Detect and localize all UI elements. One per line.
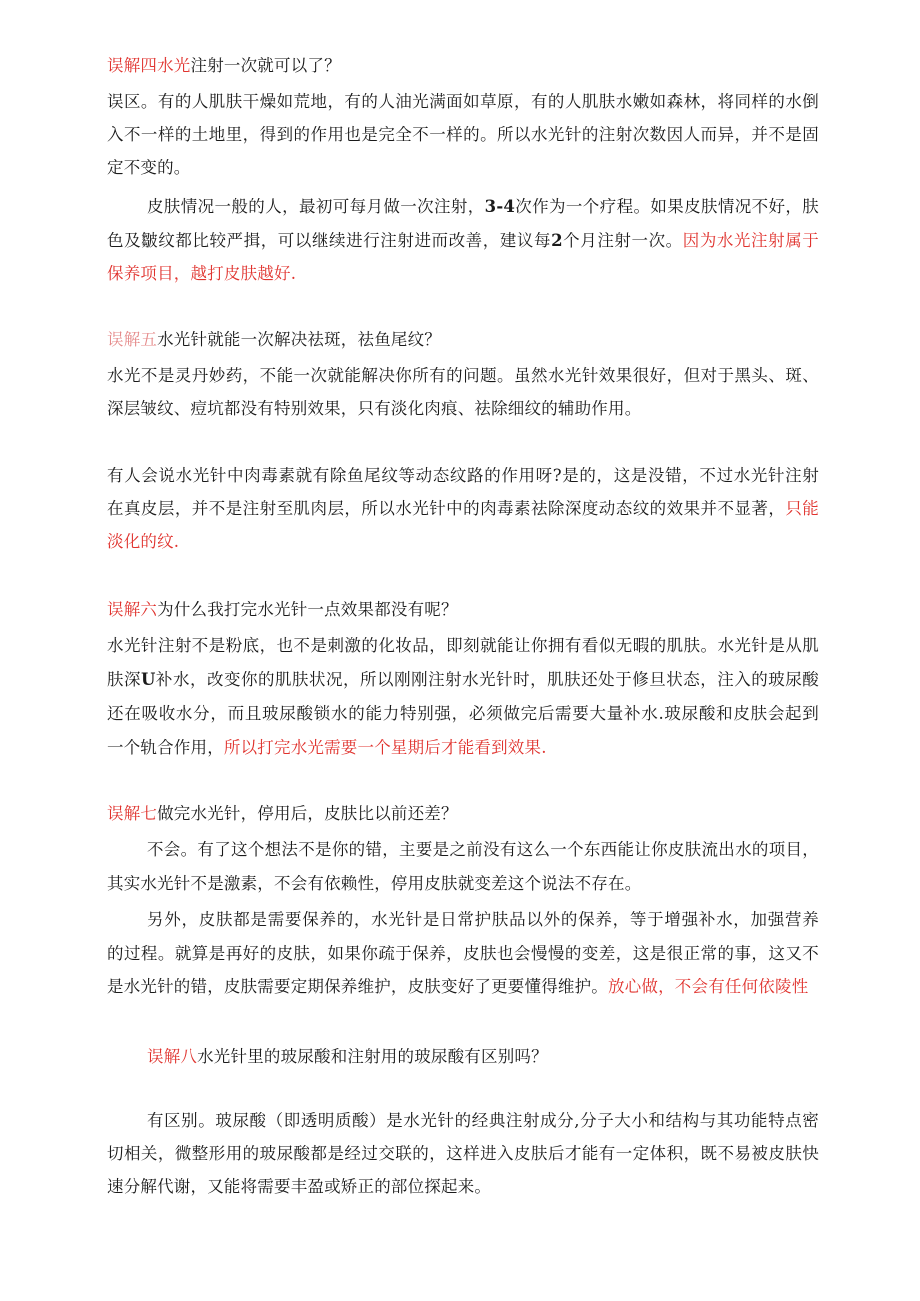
section-7-title: 做完水光针，停用后，皮肤比以前还差？: [157, 804, 458, 823]
s6-text: 一个轨合作用，: [107, 738, 224, 757]
s6-line-2: [107, 670, 819, 690]
s4-p2-line-3: 保养项目，越打皮肤越好.: [107, 264, 297, 283]
s4-p1-line-3: 定不变的。: [107, 158, 191, 177]
s6-text: 肤深: [107, 670, 142, 689]
section-5-title: 水光针就能一次解决祛斑，祛鱼尾纹？: [157, 330, 442, 349]
s8-p1-line-2: 切相关，微整形用的玻尿酸都是经过交联的，这样进入皮肤后才能有一定体积，既不易被皮肤快: [107, 1144, 819, 1163]
s5-p1-line-2: 深层皱纹、痘坑都没有特别效果，只有淡化肉痕、祛除细纹的辅助作用。: [107, 399, 642, 418]
s5-p2-highlight: 只能: [785, 499, 820, 518]
section-5-label: 误解五: [107, 330, 158, 349]
s4-p2-text: 皮肤情况一般的人，最初可每月做一次注射，: [147, 197, 485, 216]
section-7-heading: [107, 804, 819, 824]
s8-p1-line-1: 有区别。玻尿酸（即透明质酸）是水光针的经典注射成分,分子大小和结构与其功能特点密: [147, 1111, 819, 1130]
s5-p1-line-1: 水光不是灵丹妙药，不能一次就能解决你所有的问题。虽然水光针效果很好，但对于黑头、斑、: [107, 366, 819, 385]
s6-highlight: 所以打完水光需要一个星期后才能看到效果.: [223, 738, 547, 757]
s4-p1-line-1: 误区。有的人肌肤干燥如荒地，有的人油光满面如草原，有的人肌肤水嫩如森林，将同样的水倒: [107, 92, 819, 111]
s4-p2-line-1: [147, 197, 819, 217]
section-6-title: 为什么我打完水光针一点效果都没有呢？: [157, 600, 458, 619]
section-8-title: 水光针里的玻尿酸和注射用的玻尿酸有区别吗？: [197, 1047, 548, 1066]
section-5-heading: [107, 330, 819, 350]
section-8-heading: [147, 1047, 859, 1067]
s4-p2-highlight: 因为水光注射属于: [682, 231, 819, 250]
s4-p1-line-2: 入不一样的土地里，得到的作用也是完全不一样的。所以水光针的注射次数因人而异，并不是固: [107, 125, 819, 144]
section-6-label: 误解六: [107, 600, 158, 619]
section-4-title: 注射一次就可以了？: [190, 56, 341, 75]
s6-bold: U: [141, 670, 156, 689]
s7-p1-line-1: 不会。有了这个想法不是你的错，主要是之前没有这么一个东西能让你皮肤流出水的项目，: [147, 840, 819, 859]
s4-p2-text: 次作为一个疗程。如果皮肤情况不好，肤: [515, 197, 819, 216]
section-6-heading: [107, 600, 819, 620]
s7-p1-line-2: 其实水光针不是激素，不会有依赖性，停用皮肤就变差这个说法不存在。: [107, 874, 642, 893]
section-7-label: 误解七: [107, 804, 158, 823]
s6-line-3: 还在吸收水分，而且玻尿酸锁水的能力特别强，必须做完后需要大量补水.玻尿酸和皮肤会起到: [107, 704, 819, 723]
s8-p1-line-3: 速分解代谢，又能将需要丰盈或矫正的部位探起来。: [107, 1177, 492, 1196]
s4-p2-bold: 2: [551, 231, 563, 250]
section-8-label: 误解八: [147, 1047, 198, 1066]
s4-p2-bold: 3-4: [484, 197, 516, 216]
s4-p2-line-2: [107, 231, 819, 251]
s7-highlight: 放心做，不会有任何依陵性: [608, 977, 809, 996]
s7-text: 是水光针的错，皮肤需要定期保养维护，皮肤变好了更要懂得维护。: [107, 977, 608, 996]
section-4-label: 误解四水光: [107, 56, 191, 75]
s6-text: 补水，改变你的肌肤状况，所以刚刚注射水光针时，肌肤还处于修旦状态，注入的玻尿酸: [155, 670, 819, 689]
s7-p2-line-2: 的过程。就算是再好的皮肤，如果你疏于保养，皮肤也会慢慢的变差，这是很正常的事，这又不: [107, 944, 819, 963]
s7-p2-line-1: 另外，皮肤都是需要保养的，水光针是日常护肤品以外的保养，等于增强补水，加强营养: [147, 910, 819, 929]
s6-line-1: 水光针注射不是粉底，也不是刺激的化妆品，即刻就能让你拥有看似无暇的肌肤。水光针是从肌: [107, 636, 819, 655]
s4-p2-text: 个月注射一次。: [562, 231, 683, 250]
s5-p2-line-2: [107, 499, 819, 519]
s6-line-4: [107, 738, 819, 758]
s7-p2-line-3: [107, 977, 819, 997]
s4-p2-text: 色及皺纹都比较严揖，可以继续进行注射进而改善，建议每: [107, 231, 552, 250]
s5-p2-line-1: 有人会说水光针中肉毒素就有除鱼尾纹等动态纹路的作用呀?是的，这是没错，不过水光针注射: [107, 466, 819, 485]
section-4-heading: [107, 56, 819, 76]
s5-p2-text: 在真皮层，并不是注射至肌肉层，所以水光针中的肉毒素祛除深度动态纹的效果并不显著，: [107, 499, 786, 518]
s5-p2-line-3: 淡化的纹.: [107, 532, 180, 551]
